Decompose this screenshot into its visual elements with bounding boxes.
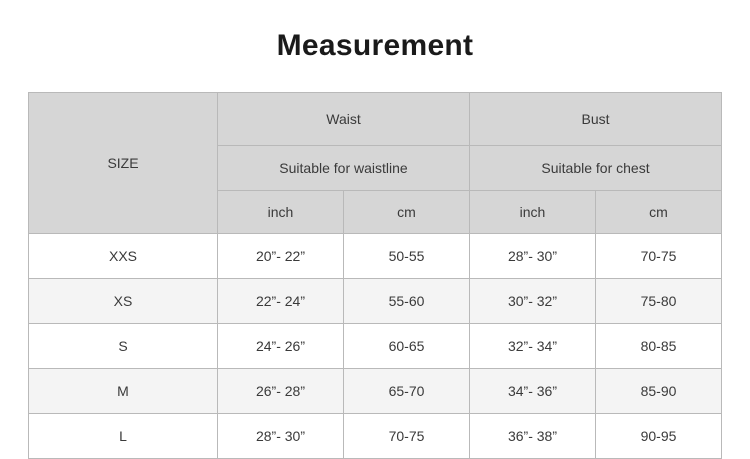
cell-bust-cm: 80-85 xyxy=(596,324,722,369)
cell-waist-inch: 28”- 30” xyxy=(218,414,344,459)
cell-bust-cm: 75-80 xyxy=(596,279,722,324)
cell-bust-cm: 90-95 xyxy=(596,414,722,459)
page-title: Measurement xyxy=(276,29,474,62)
cell-waist-inch: 22”- 24” xyxy=(218,279,344,324)
cell-waist-inch: 26”- 28” xyxy=(218,369,344,414)
cell-bust-inch: 30”- 32” xyxy=(470,279,596,324)
header-subtitle-waist: Suitable for waistline xyxy=(218,146,470,191)
header-unit-waist-inch: inch xyxy=(218,191,344,234)
cell-bust-inch: 28”- 30” xyxy=(470,234,596,279)
header-unit-bust-inch: inch xyxy=(470,191,596,234)
cell-size: S xyxy=(29,324,218,369)
table-row xyxy=(29,279,722,324)
table-row xyxy=(29,234,722,279)
cell-bust-inch: 36”- 38” xyxy=(470,414,596,459)
cell-size: XS xyxy=(29,279,218,324)
table-row xyxy=(29,324,722,369)
header-unit-waist-cm: cm xyxy=(344,191,470,234)
size-chart-container xyxy=(28,92,722,459)
header-group-waist: Waist xyxy=(218,93,470,146)
cell-size: M xyxy=(29,369,218,414)
cell-bust-inch: 32”- 34” xyxy=(470,324,596,369)
cell-waist-cm: 55-60 xyxy=(344,279,470,324)
cell-size: XXS xyxy=(29,234,218,279)
header-group-bust: Bust xyxy=(470,93,722,146)
table-row xyxy=(29,369,722,414)
cell-bust-cm: 70-75 xyxy=(596,234,722,279)
cell-waist-inch: 20”- 22” xyxy=(218,234,344,279)
cell-bust-cm: 85-90 xyxy=(596,369,722,414)
header-subtitle-bust: Suitable for chest xyxy=(470,146,722,191)
cell-waist-cm: 70-75 xyxy=(344,414,470,459)
cell-size: L xyxy=(29,414,218,459)
table-header-row-group xyxy=(29,93,722,146)
cell-waist-cm: 60-65 xyxy=(344,324,470,369)
header-size: SIZE xyxy=(29,93,218,234)
cell-waist-cm: 65-70 xyxy=(344,369,470,414)
size-chart-table xyxy=(28,92,722,459)
cell-waist-cm: 50-55 xyxy=(344,234,470,279)
cell-bust-inch: 34”- 36” xyxy=(470,369,596,414)
table-row xyxy=(29,414,722,459)
header-unit-bust-cm: cm xyxy=(596,191,722,234)
cell-waist-inch: 24”- 26” xyxy=(218,324,344,369)
